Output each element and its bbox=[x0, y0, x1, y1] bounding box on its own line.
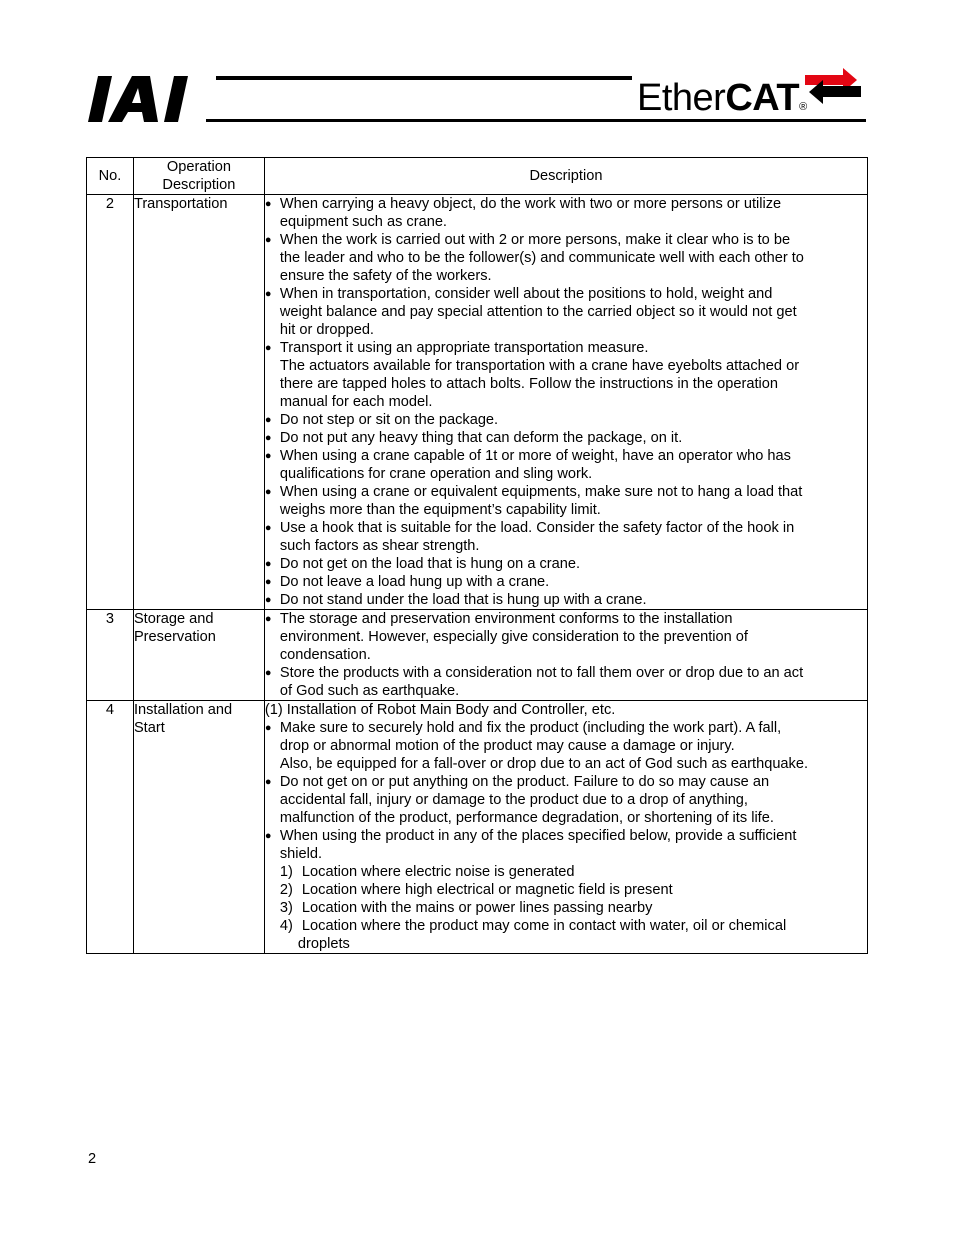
bullet-continuation: shield. bbox=[279, 846, 323, 862]
bullet-continuation: The actuators available for transportation with a crane have eyebolts attached or bbox=[279, 358, 800, 374]
bullet-item: ● Do not put any heavy thing that can deform the package, on it. bbox=[265, 429, 867, 447]
subitem-number: 1) bbox=[279, 864, 293, 880]
text-line: Transportation bbox=[133, 196, 228, 212]
bullet-item: ● The storage and preservation environment conforms to the installation bbox=[265, 610, 867, 628]
bullet-continuation: qualifications for crane operation and sling work. bbox=[279, 466, 593, 482]
text-line: Installation and bbox=[133, 702, 233, 718]
text-line: Description bbox=[162, 177, 236, 193]
bullet-item: ● When using a crane or equivalent equipments, make sure not to hang a load that bbox=[265, 483, 867, 501]
ethercat-wordmark: EtherCAT® bbox=[637, 77, 807, 119]
section-heading: (1) Installation of Robot Main Body and Controller, etc. bbox=[264, 702, 616, 718]
table-row bbox=[87, 195, 868, 610]
operation-description bbox=[133, 610, 264, 701]
bullet-continuation: of God such as earthquake. bbox=[279, 683, 460, 699]
bullet-item: ● When the work is carried out with 2 or more persons, make it clear who is to be bbox=[265, 231, 867, 249]
table-header-row bbox=[87, 158, 868, 195]
bullet-item: ● Do not get on or put anything on the product. Failure to do so may cause an bbox=[265, 773, 867, 791]
bullet-item: ● Store the products with a consideration not to fall them over or drop due to an act bbox=[265, 664, 867, 682]
description-cell bbox=[264, 610, 867, 701]
bullet-item: ● Do not step or sit on the package. bbox=[265, 411, 867, 429]
subitem-continuation: droplets bbox=[297, 936, 350, 952]
ethercat-logo bbox=[637, 64, 862, 120]
header-rule-top bbox=[216, 76, 632, 80]
table-body bbox=[87, 195, 868, 954]
bullet-continuation: there are tapped holes to attach bolts. Follow the instructions in the operation bbox=[279, 376, 778, 392]
bullet-item: ● Do not stand under the load that is hung up with a crane. bbox=[265, 591, 867, 609]
operation-description bbox=[133, 195, 264, 610]
numbered-subitem: 1) Location where electric noise is generated bbox=[279, 864, 575, 880]
header-operation bbox=[133, 158, 264, 195]
bullet-continuation: weight balance and pay special attention to the carried object so it would not get bbox=[279, 304, 797, 320]
ethercat-arrows-icon bbox=[805, 66, 861, 106]
subitem-number: 4) bbox=[279, 918, 293, 934]
bullet-item: ● When in transportation, consider well about the positions to hold, weight and bbox=[265, 285, 867, 303]
bullet-item: ● When using a crane capable of 1t or more of weight, have an operator who has bbox=[265, 447, 867, 465]
bullet-continuation: accidental fall, injury or damage to the product due to a drop of anything, bbox=[279, 792, 748, 808]
bullet-item: ● Use a hook that is suitable for the load. Consider the safety factor of the hook in bbox=[265, 519, 867, 537]
operation-description bbox=[133, 701, 264, 954]
text-line: Operation bbox=[166, 159, 231, 175]
bullet-continuation: manual for each model. bbox=[279, 394, 433, 410]
bullet-continuation: Also, be equipped for a fall-over or drop due to an act of God such as earthquake. bbox=[279, 756, 809, 772]
bullet-continuation: drop or abnormal motion of the product may cause a damage or injury. bbox=[279, 738, 735, 754]
bullet-continuation: the leader and who to be the follower(s) and communicate well with each other to bbox=[279, 250, 804, 266]
page-header bbox=[0, 0, 954, 140]
bullet-continuation: hit or dropped. bbox=[279, 322, 374, 338]
bullet-item: ● When carrying a heavy object, do the work with two or more persons or utilize bbox=[265, 195, 867, 213]
bullet-item: ● Make sure to securely hold and fix the product (including the work part). A fall, bbox=[265, 719, 867, 737]
bullet-continuation: weighs more than the equipment’s capability limit. bbox=[279, 502, 601, 518]
table-row bbox=[87, 701, 868, 954]
numbered-subitem: 2) Location where high electrical or magnetic field is present bbox=[279, 882, 673, 898]
numbered-subitem: 3) Location with the mains or power lines passing nearby bbox=[279, 900, 653, 916]
bullet-continuation: condensation. bbox=[279, 647, 371, 663]
bullet-continuation: malfunction of the product, performance degradation, or shortening of its life. bbox=[279, 810, 774, 826]
description-cell bbox=[264, 701, 867, 954]
row-number: 2 bbox=[87, 195, 134, 610]
operations-table bbox=[86, 157, 868, 954]
page-number: 2 bbox=[88, 1151, 97, 1167]
bullet-item: ● Do not get on the load that is hung on a crane. bbox=[265, 555, 867, 573]
numbered-subitem: 4) Location where the product may come in contact with water, oil or chemical bbox=[279, 918, 787, 934]
row-number: 4 bbox=[87, 701, 134, 954]
bullet-item: ● Do not leave a load hung up with a crane. bbox=[265, 573, 867, 591]
text-line: Start bbox=[133, 720, 165, 736]
bullet-item: ● When using the product in any of the places specified below, provide a sufficient bbox=[265, 827, 867, 845]
text-line: Storage and bbox=[133, 611, 214, 627]
description-cell bbox=[264, 195, 867, 610]
bullet-continuation: environment. However, especially give consideration to the prevention of bbox=[279, 629, 748, 645]
header-description: Description bbox=[264, 158, 867, 195]
text-line: Preservation bbox=[133, 629, 216, 645]
subitem-number: 2) bbox=[279, 882, 293, 898]
iai-logo bbox=[88, 76, 208, 122]
bullet-continuation: ensure the safety of the workers. bbox=[279, 268, 492, 284]
bullet-continuation: such factors as shear strength. bbox=[279, 538, 480, 554]
row-number: 3 bbox=[87, 610, 134, 701]
subitem-number: 3) bbox=[279, 900, 293, 916]
table-row bbox=[87, 610, 868, 701]
bullet-continuation: equipment such as crane. bbox=[279, 214, 447, 230]
bullet-item: ● Transport it using an appropriate transportation measure. bbox=[265, 339, 867, 357]
header-no: No. bbox=[87, 158, 134, 195]
